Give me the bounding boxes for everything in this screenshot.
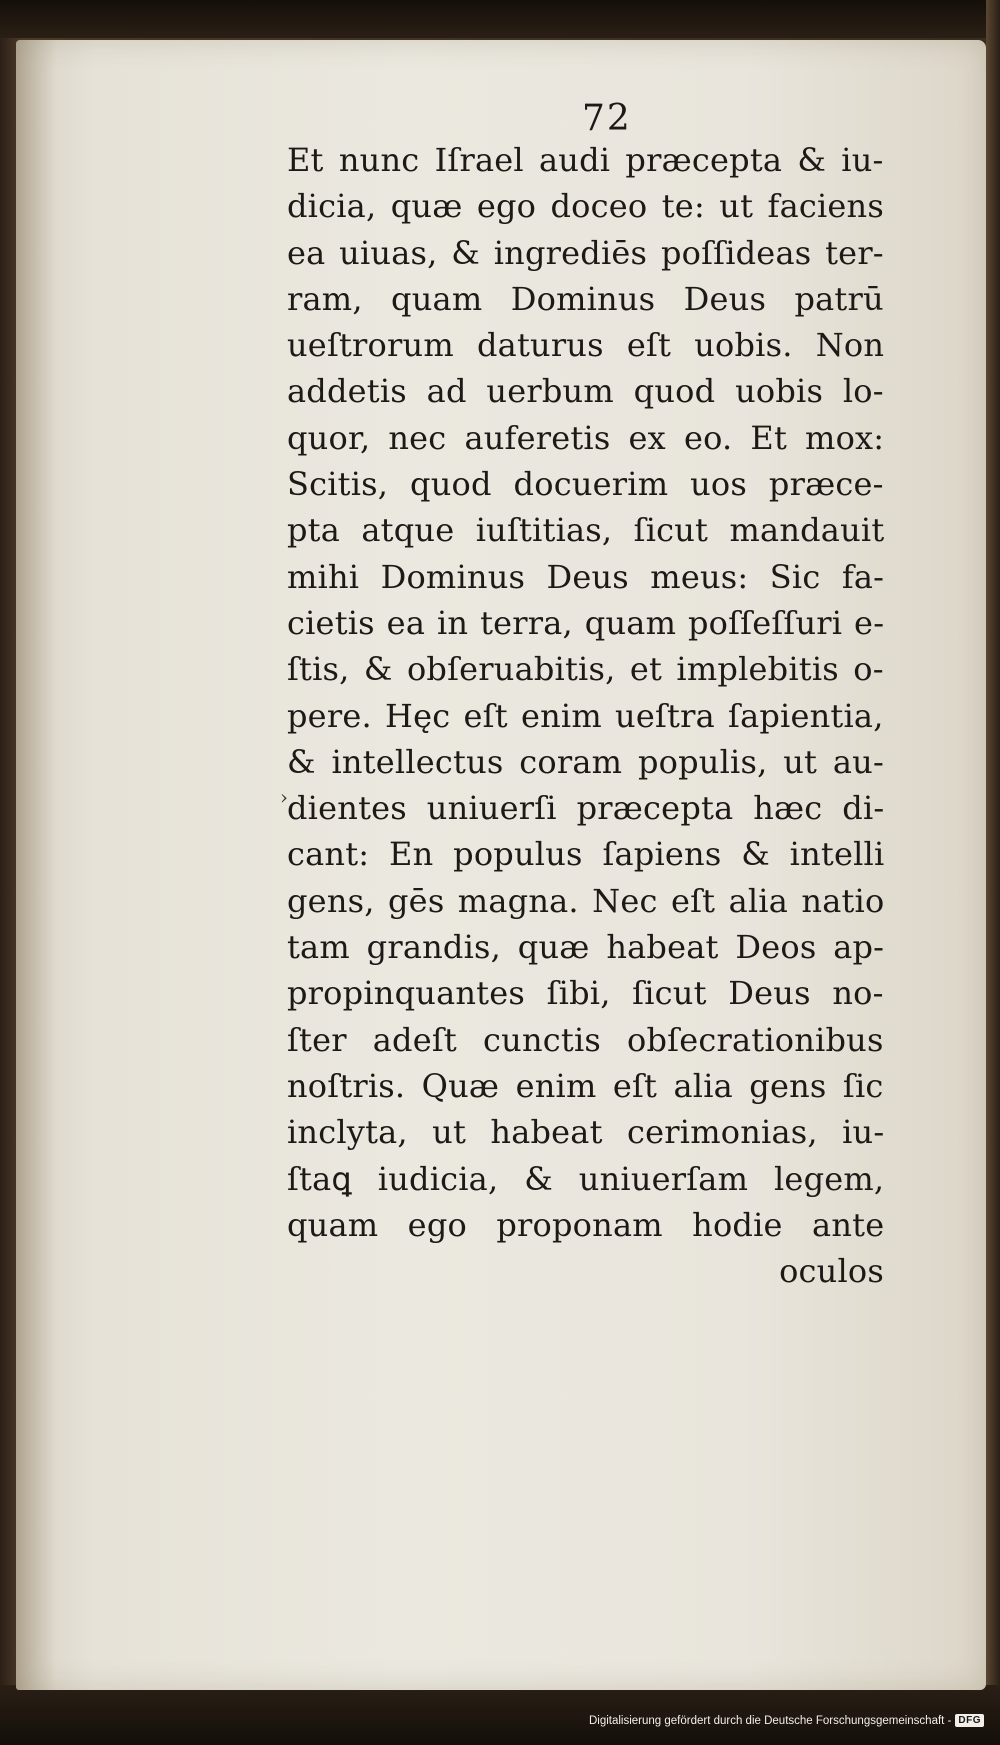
text-line: quor, nec auferetis ex eo. Et mox: (287, 418, 884, 457)
text-line: pere. Hęc eſt enim ueſtra ſapientia, (287, 696, 884, 735)
text-line: & intellectus coram populis, ut au- (287, 742, 884, 781)
text-line: pta atque iuſtitias, ſicut mandauit (287, 511, 884, 550)
text-line: inclyta, ut habeat cerimonias, iu- (287, 1113, 884, 1152)
text-line: ſtaꝗ iudicia, & uniuerſam legem, (287, 1159, 884, 1198)
credit-text: Digitalisierung gefördert durch die Deutsche Forschungsgemeinschaft - (588, 1714, 952, 1727)
page-number: 72 (582, 98, 632, 139)
text-line: dicia, quæ ego doceo te: ut faciens (287, 187, 884, 226)
text-line: Scitis, quod docuerim uos præce- (287, 465, 884, 504)
catchword: oculos (779, 1252, 884, 1291)
text-line: noſtris. Quæ enim eſt alia gens ſic (287, 1066, 884, 1105)
text-line: ſtis, & obſeruabitis, et implebitis o- (287, 650, 884, 689)
text-line: tam grandis, quæ habeat Deos ap- (287, 928, 884, 967)
text-line: Et nunc Iſrael audi præcepta & iu- (287, 141, 884, 179)
scan-right-edge (986, 0, 1000, 1745)
text-line: cietis ea in terra, quam poſſeſſuri e- (287, 603, 884, 642)
text-line: ueſtrorum daturus eſt uobis. Non (287, 326, 884, 365)
text-line: dientes uniuerſi præcepta hæc di- (287, 789, 884, 828)
scan-top-edge (0, 0, 1000, 38)
text-line: addetis ad uerbum quod uobis lo- (287, 372, 884, 411)
text-line: gens, gēs magna. Nec eſt alia natio (287, 881, 884, 920)
text-line: quam ego proponam hodie ante (287, 1205, 884, 1244)
dfg-logo-icon: DFG (955, 1714, 984, 1727)
text-line: propinquantes ſibi, ſicut Deus no- (287, 974, 884, 1013)
page-gutter (16, 40, 56, 1690)
digitization-credit (589, 1714, 984, 1727)
text-line: ea uiuas, & ingrediēs poſſideas ter- (287, 233, 884, 272)
text-line: mihi Dominus Deus meus: Sic fa- (287, 557, 884, 596)
text-line: ram, quam Dominus Deus patrū (287, 279, 884, 318)
text-line: ſter adeſt cunctis obſecrationibus (287, 1020, 884, 1059)
margin-mark: › (280, 785, 288, 809)
text-line: cant: En populus ſapiens & intelli (287, 835, 884, 874)
page-text-block (287, 137, 884, 1294)
